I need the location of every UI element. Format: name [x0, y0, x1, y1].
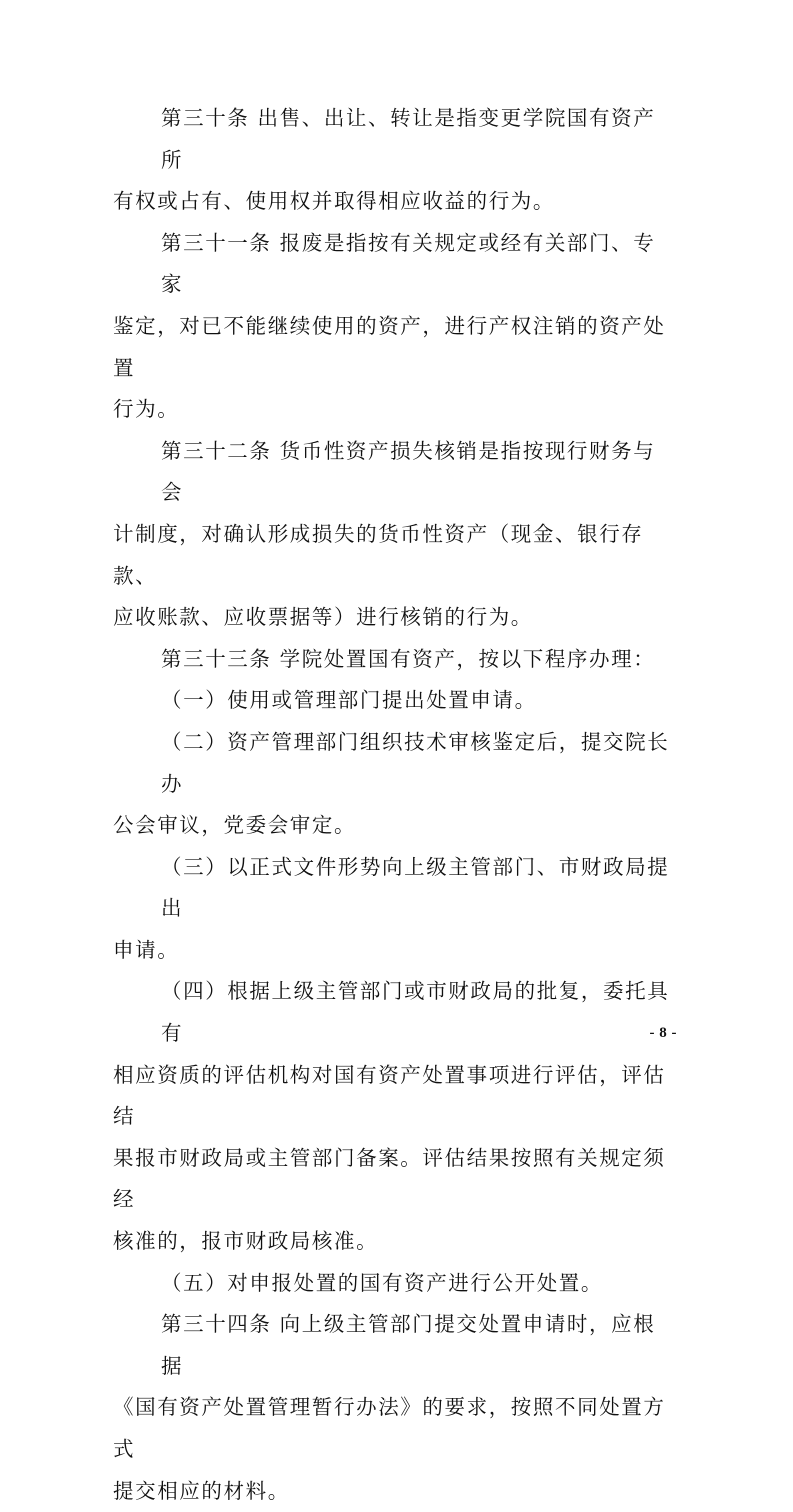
paragraph-line: 公会审议，党委会审定。	[113, 813, 357, 838]
paragraph-line: 相应资质的评估机构对国有资产处置事项进行评估，评估结	[113, 1062, 666, 1129]
paragraph-item-1	[113, 680, 675, 722]
paragraph-line: 核准的，报市财政局核准。	[113, 1229, 379, 1254]
paragraph-article-31	[113, 223, 675, 431]
paragraph-line: 提交相应的材料。	[113, 1478, 290, 1503]
paragraph-item-2	[113, 722, 675, 847]
paragraph-line: （四）根据上级主管部门或市财政局的批复，委托具有	[161, 979, 670, 1046]
paragraph-line: 有权或占有、使用权并取得相应收益的行为。	[113, 189, 555, 214]
paragraph-line: 鉴定，对已不能继续使用的资产，进行产权注销的资产处置	[113, 313, 666, 380]
paragraph-article-34	[113, 1304, 675, 1512]
paragraph-line: （五）对申报处置的国有资产进行公开处置。	[161, 1270, 603, 1295]
paragraph-line: 第三十一条 报废是指按有关规定或经有关部门、专家	[161, 230, 656, 297]
paragraph-line: 第三十四条 向上级主管部门提交处置申请时，应根据	[161, 1312, 656, 1378]
paragraph-line: 计制度，对确认形成损失的货币性资产（现金、银行存款、	[113, 521, 644, 588]
paragraph-line: 第三十二条 货币性资产损失核销是指按现行财务与会	[161, 438, 656, 505]
paragraph-item-3	[113, 847, 675, 972]
paragraph-article-33	[113, 639, 675, 681]
paragraph-line: 应收账款、应收票据等）进行核销的行为。	[113, 605, 533, 630]
paragraph-line: 行为。	[113, 397, 180, 422]
paragraph-line: （二）资产管理部门组织技术审核鉴定后，提交院长办	[161, 729, 670, 796]
paragraph-article-30	[113, 98, 675, 223]
paragraph-line: 第三十条 出售、出让、转让是指变更学院国有资产所	[161, 106, 656, 172]
paragraph-item-5	[113, 1263, 675, 1305]
paragraph-line: 《国有资产处置管理暂行办法》的要求，按照不同处置方式	[113, 1395, 666, 1461]
paragraph-line: 申请。	[113, 937, 180, 962]
page-number: - 8 -	[649, 1025, 677, 1041]
paragraph-article-32	[113, 431, 675, 639]
paragraph-line: （一）使用或管理部门提出处置申请。	[161, 688, 537, 713]
paragraph-line: 第三十三条 学院处置国有资产，按以下程序办理：	[161, 646, 656, 671]
paragraph-item-4	[113, 971, 675, 1262]
paragraph-line: 果报市财政局或主管部门备案。评估结果按照有关规定须经	[113, 1145, 666, 1212]
paragraph-line: （三）以正式文件形势向上级主管部门、市财政局提出	[161, 854, 670, 921]
document-page	[113, 98, 675, 1512]
